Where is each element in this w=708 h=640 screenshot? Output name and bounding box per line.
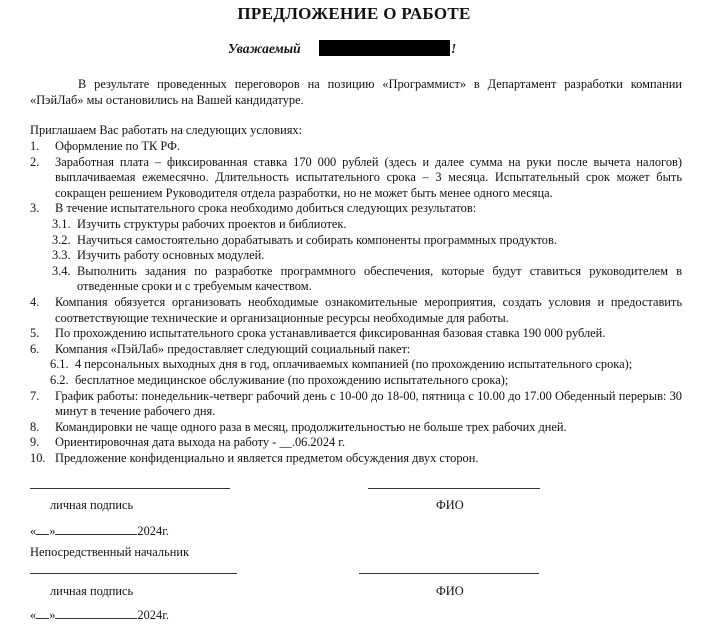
list-item-2 bbox=[30, 155, 682, 202]
item-text: График работы: понедельник-четверг рабочий день с 10-00 до 18-00, пятница с 10.00 до 17.00 Обеденный перерыв: 30 минут в течение рабочего дня. bbox=[55, 388, 682, 419]
day-blank bbox=[36, 606, 49, 619]
item-text: Заработная плата – фиксированная ставка 170 000 рублей (здесь и далее сумма на руки после вычета налогов) выплачиваемая ежемесячно. Длительность испытательного срока – 3 месяца. Испытательный срок может быть сокращен решением Руководителя отдела разработки, но не может быть менее одного месяца. bbox=[55, 154, 682, 200]
list-subitem-3-1 bbox=[30, 217, 682, 233]
supervisor-fio-label: ФИО bbox=[436, 584, 464, 598]
date-close-quote: » bbox=[49, 524, 56, 538]
item-text: Изучить работу основных модулей. bbox=[77, 248, 265, 263]
supervisor-signature-line bbox=[30, 573, 237, 574]
list-item-3 bbox=[30, 201, 682, 217]
list-subitem-3-4 bbox=[30, 264, 682, 295]
item-text: бесплатное медицинское обслуживание (по прохождению испытательного срока); bbox=[75, 372, 509, 387]
date-open-quote: « bbox=[30, 608, 37, 622]
greeting-suffix: ! bbox=[451, 41, 457, 56]
item-number: 8. bbox=[30, 419, 40, 434]
candidate-signature-line bbox=[30, 488, 230, 489]
list-subitem-3-3 bbox=[30, 248, 682, 264]
item-text: По прохождению испытательного срока устанавливается фиксированная базовая ставка 190 000 рублей. bbox=[55, 326, 606, 341]
conditions-list bbox=[30, 139, 682, 466]
list-item-6 bbox=[30, 342, 682, 358]
conditions-heading: Приглашаем Вас работать на следующих условиях: bbox=[30, 123, 303, 137]
item-text: Научиться самостоятельно дорабатывать и собирать компоненты программных продуктов. bbox=[77, 232, 557, 247]
greeting-prefix: Уважаемый bbox=[228, 41, 301, 56]
candidate-fio-label: ФИО bbox=[436, 498, 464, 512]
supervisor-fio-line bbox=[359, 573, 539, 574]
document-title: ПРЕДЛОЖЕНИЕ О РАБОТЕ bbox=[237, 4, 471, 23]
supervisor-signature-label: личная подпись bbox=[50, 584, 134, 598]
item-number: 6.1. bbox=[50, 357, 69, 372]
item-number: 10. bbox=[30, 450, 46, 465]
item-text: Оформление по ТК РФ. bbox=[55, 139, 180, 153]
item-number: 2. bbox=[30, 154, 40, 169]
item-text: Выполнить задания по разработке программного обеспечения, которые будут ставиться руководителем в отведенные сроки и с требуемым качеством. bbox=[77, 263, 682, 294]
item-number: 3.4. bbox=[52, 263, 71, 278]
intro-paragraph bbox=[30, 77, 682, 108]
item-number: 6.2. bbox=[50, 372, 69, 387]
item-number: 3. bbox=[30, 201, 40, 216]
list-item-9 bbox=[30, 435, 682, 451]
date-open-quote: « bbox=[30, 524, 37, 538]
list-subitem-6-2 bbox=[30, 373, 682, 389]
greeting bbox=[0, 40, 708, 58]
list-item-4 bbox=[30, 295, 682, 326]
supervisor-label: Непосредственный начальник bbox=[30, 545, 190, 559]
candidate-date-field bbox=[30, 522, 169, 540]
item-number: 9. bbox=[30, 435, 40, 450]
intro-text: В результате проведенных переговоров на позицию «Программист» в Департамент разработки компании «ПэйЛаб» мы остановились на Вашей кандидатуре. bbox=[30, 77, 682, 107]
month-blank bbox=[55, 522, 137, 535]
candidate-fio-line bbox=[368, 488, 540, 489]
item-text: Компания обязуется организовать необходимые ознакомительные мероприятия, создать условия и предоставить соответствующие технические и организационные ресурсы необходимые для работы. bbox=[55, 294, 682, 325]
date-year: 2024г. bbox=[137, 608, 169, 622]
item-text: В течение испытательного срока необходимо добиться следующих результатов: bbox=[55, 201, 477, 216]
item-number: 3.1. bbox=[52, 216, 71, 231]
item-number: 4. bbox=[30, 294, 40, 309]
list-item-10 bbox=[30, 451, 682, 467]
supervisor-date-field bbox=[30, 606, 169, 624]
day-blank bbox=[36, 522, 49, 535]
candidate-signature-label: личная подпись bbox=[50, 498, 134, 512]
month-blank bbox=[55, 606, 137, 619]
item-text: Ориентировочная дата выхода на работу - __.06.2024 г. bbox=[55, 435, 346, 450]
item-text: 4 персональных выходных дня в год, оплачиваемых компанией (по прохождению испытательного срока); bbox=[75, 357, 633, 372]
item-number: 3.3. bbox=[52, 248, 71, 263]
date-close-quote: » bbox=[49, 608, 56, 622]
item-number: 1. bbox=[30, 139, 40, 153]
list-subitem-6-1 bbox=[30, 357, 682, 373]
list-item-7 bbox=[30, 389, 682, 420]
item-number: 3.2. bbox=[52, 232, 71, 247]
item-text: Командировки не чаще одного раза в месяц, продолжительностью не больше трех рабочих дней. bbox=[55, 419, 567, 434]
item-number: 7. bbox=[30, 388, 40, 403]
date-year: 2024г. bbox=[137, 524, 169, 538]
item-number: 5. bbox=[30, 326, 40, 341]
list-item-1 bbox=[30, 139, 682, 155]
item-text: Изучить структуры рабочих проектов и библиотек. bbox=[77, 216, 347, 231]
list-subitem-3-2 bbox=[30, 233, 682, 249]
item-text: Предложение конфиденциально и является предметом обсуждения двух сторон. bbox=[55, 450, 479, 465]
list-item-5 bbox=[30, 326, 682, 342]
item-number: 6. bbox=[30, 341, 40, 356]
list-item-8 bbox=[30, 420, 682, 436]
item-text: Компания «ПэйЛаб» предоставляет следующий социальный пакет: bbox=[55, 341, 411, 356]
redacted-name-block bbox=[319, 40, 450, 56]
